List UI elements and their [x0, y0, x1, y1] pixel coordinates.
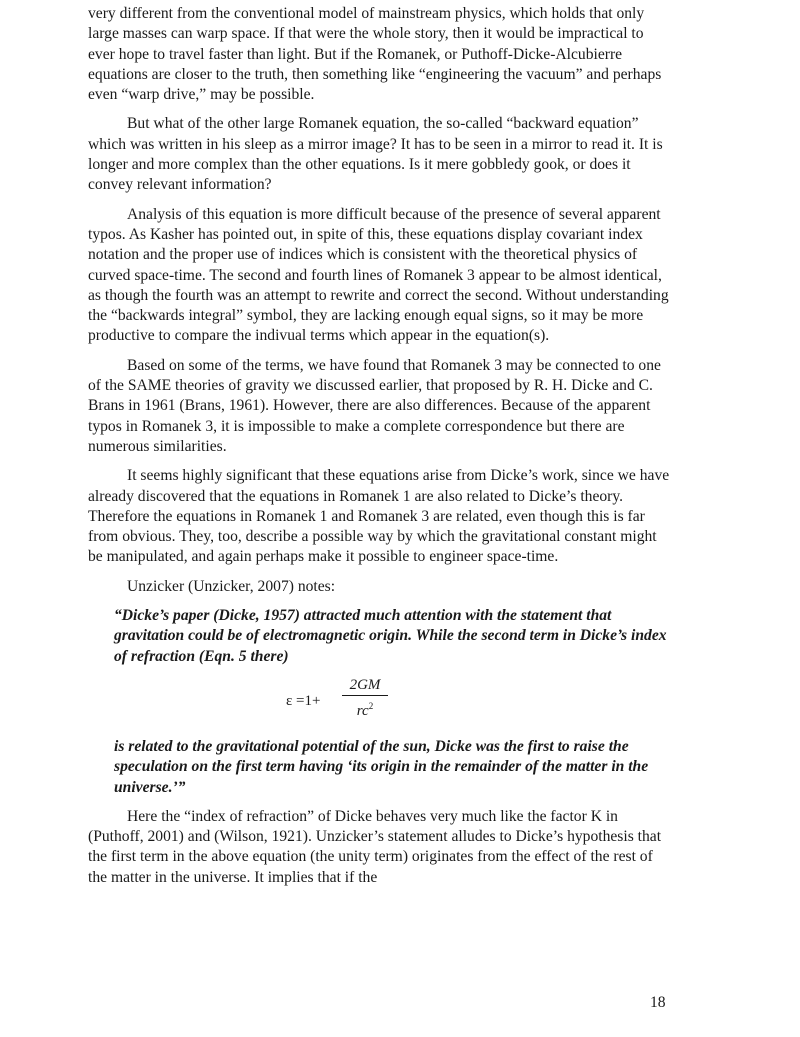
refraction-equation	[88, 673, 672, 733]
paragraph-3: Analysis of this equation is more difficult because of the presence of several apparent typos. As Kasher has pointed out, in spite of this, these equations display covariant index notation and the proper use of indices which is consistent with the theoretical physics of curved space-time. The second and fourth lines of Romanek 3 appear to be almost identical, as though the fourth was an attempt to rewrite and correct the second. Without understanding the “backwards integral” symbol, they are lacking enough equal signs, so it may be more productive to compare the indivual terms which appear in the equation(s).	[88, 205, 669, 345]
equation-numerator: 2GM	[349, 676, 381, 693]
paragraph-4: Based on some of the terms, we have found that Romanek 3 may be connected to one of the SAME theories of gravity we discussed earlier, that proposed by R. H. Dicke and C. Brans in 1961 (Brans, 1961). However, there are also differences. Because of the apparent typos in Romanek 3, it is impossible to make a complete correspondence but there are numerous similarities.	[88, 356, 661, 455]
equation-fraction	[340, 677, 390, 719]
paragraph-2: But what of the other large Romanek equation, the so-called “backward equation” which was written in his sleep as a mirror image? It has to be seen in a mirror to read it. It is longer and more complex than the other equations. Is it mere gobbledy gook, or does it convey relevant information?	[88, 115, 663, 194]
document-page	[88, 4, 672, 888]
paragraph-6: Unzicker (Unzicker, 2007) notes:	[127, 577, 336, 595]
equation-lhs: ε =1+	[286, 692, 321, 709]
paragraph-7: Here the “index of refraction” of Dicke behaves very much like the factor K in (Puthoff, 2001) and (Wilson, 1921). Unzicker’s statement alludes to Dicke’s hypothesis that the first term in the above equation (the unity term) originates from the effect of the rest of the matter in the universe. It implies that if the	[88, 807, 662, 886]
equation-denominator-wrap	[340, 696, 390, 719]
equation-denominator: rc	[356, 702, 369, 719]
page-number: 18	[650, 994, 666, 1011]
equation-exponent: 2	[368, 700, 374, 711]
block-quote-part-1: “Dicke’s paper (Dicke, 1957) attracted much attention with the statement that gravitation could be of electromagnetic origin. While the second term in Dicke’s index of refraction (Eqn. 5 there)	[114, 607, 667, 665]
paragraph-5: It seems highly significant that these equations arise from Dicke’s work, since we have already discovered that the equations in Romanek 1 are also related to Dicke’s theory. Therefore the equations in Romanek 1 and Romanek 3 are related, even though this is far from obvious. They, too, describe a possible way by which the gravitational constant might be manipulated, and again perhaps make it possible to engineer space-time.	[88, 467, 670, 566]
paragraph-1: very different from the conventional model of mainstream physics, which holds that only large masses can warp space. If that were the whole story, then it would be impractical to ever hope to travel faster than light. But if the Romanek, or Puthoff-Dicke-Alcubierre equations are closer to the truth, then something like “engineering the vacuum” and perhaps even “warp drive,” may be possible.	[88, 5, 662, 104]
block-quote-part-2: is related to the gravitational potential of the sun, Dicke was the first to raise the speculation on the first term having ‘its origin in the remainder of the matter in the universe.’”	[114, 737, 649, 796]
